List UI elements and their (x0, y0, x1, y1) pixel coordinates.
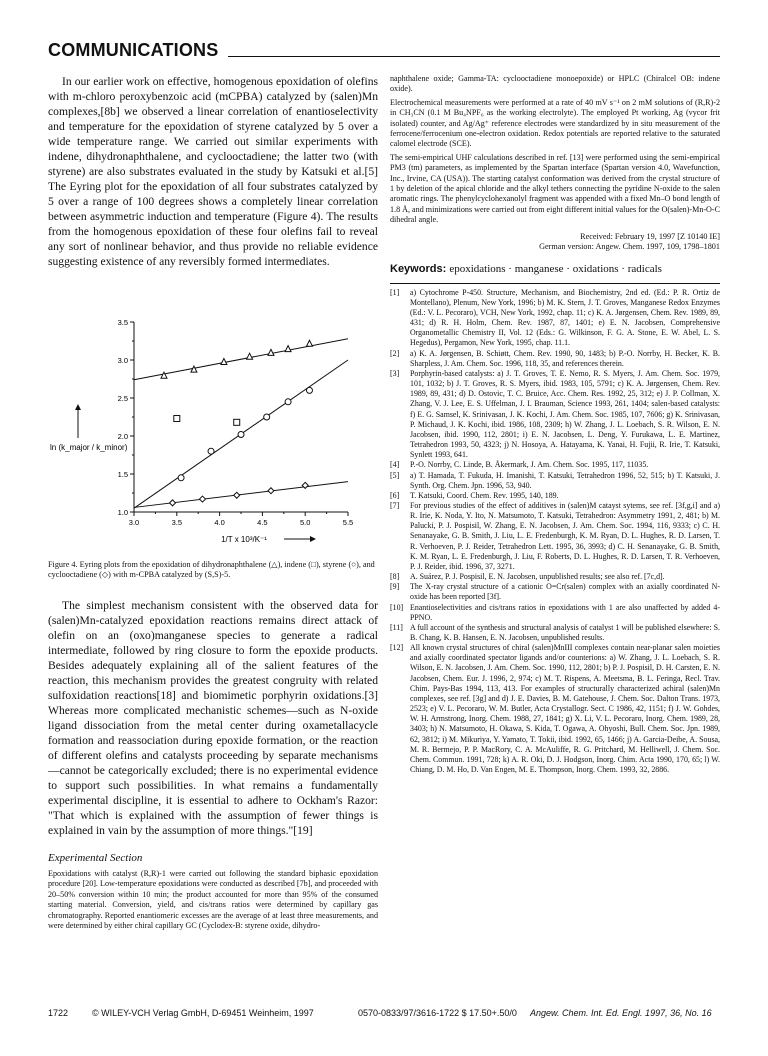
reference-item (390, 471, 720, 491)
reference-number: [9] (390, 582, 400, 592)
reference-number: [7] (390, 500, 400, 510)
right-column (390, 74, 720, 775)
reference-number: [4] (390, 460, 400, 470)
running-header (48, 40, 720, 66)
figure-4 (48, 312, 378, 594)
electrochem-paragraph: Electrochemical measurements were performed at a rate of 40 mV s⁻¹ on 2 mM solutions of (R,R)-2 in CH₃CN (0.1 M Bu₄NPF₆ as the working electrolyte). The employed Pt working, Ag (vycor frit isolated) counter, and Ag/Ag⁺ reference electrodes were standardized by in situ measurement of the ferrocene/ferrocenium one-electron oxidation. Redox potentials are reported relative to the saturated calomel electrode (SCE). (390, 97, 720, 149)
reference-item (390, 460, 720, 470)
reference-text: a) K. A. Jørgensen, B. Schiøtt, Chem. Rev. 1990, 90, 1483; b) P.-O. Norrby, H. Becker, K. B. Sharpless, J. Am. Chem. Soc. 1996, 118, 35, and references therein. (410, 348, 720, 368)
experimental-heading: Experimental Section (48, 852, 143, 864)
reference-text: The X-ray crystal structure of a cationic O=Cr(salen) complex with an axially coordinated N-oxide has been reported [3f]. (410, 582, 720, 602)
article-code: 0570-0833/97/3616-1722 $ 17.50+.50/0 (358, 1008, 517, 1018)
copyright: © WILEY-VCH Verlag GmbH, D-69451 Weinheim, 1997 (92, 1008, 314, 1018)
data-point-circle (178, 475, 184, 481)
references-list (390, 288, 720, 776)
references-rule (390, 283, 720, 284)
y-axis-arrowhead (75, 404, 81, 410)
data-point-triangle (268, 349, 274, 355)
mechanism-paragraph: The simplest mechanism consistent with the observed data for (salen)Mn-catalyzed epoxidation reactions remains direct attack of olefin on an (oxo)manganese species to generate a radical intermediate, followed by ring closure to form the epoxide products. Besides adequately explaining all of the salient features of the reaction, this mechanism provides the greatest congruity with related sulfoxidation reactions[18] and biomimetic porphyrin oxidations.[3] Whereas more complicated mechanistic schemes—such as N-oxide ligand dissociation from the metal center during oxametallacycle formation and reassociation during epoxide formation, or the reaction of different olefins and catalysts proceeding by separate mechanisms—cannot be categorically excluded; there is no experimental evidence to support such possibilities. In what remains a fundamentally experimental discipline, it is essential to adhere to Ockham's Razor: "That which is explained with the assumption of fewer things is explained in vain by the assumption of more things."[19] (48, 599, 378, 837)
keywords-line (390, 263, 720, 275)
reference-number: [10] (390, 602, 404, 612)
calculation-paragraph: The semi-empirical UHF calculations described in ref. [13] were performed using the semi-empirical PM3 (tm) parameters, as implemented by the Spartan interface (Spartan version 4.0, Wavefunction, Inc., Irvine, CA (USA)). The starting catalyst conformation was derived from the crystal structure of 1 by deletion of the apical chloride and the alkyl tethers connecting the pyridine N-oxide to the salen aromatic rings. The phenylcyclohexanolyl fragment was appended with a fixed Mn–O bond length of 1.8 Å, and minimizations were carried out from eight different initial values for the O(salen)-Mn-O-C dihedral angle. (390, 152, 720, 225)
reference-number: [1] (390, 287, 400, 297)
reference-number: [8] (390, 572, 400, 582)
reference-number: [12] (390, 643, 404, 653)
x-tick-label: 5.5 (342, 518, 354, 527)
y-tick-label: 3.5 (117, 318, 128, 327)
x-axis-arrowhead (310, 536, 316, 542)
reference-item (390, 491, 720, 501)
reference-text: Porphyrin-based catalysts: a) J. T. Groves, T. E. Nemo, R. S. Myers, J. Am. Chem. Soc. 1979, 101, 1032; b) J. T. Groves, R. S. Myers, ibid. 1983, 105, 5791; c) K. A. Jørgensen, Chem. Rev. 1989, 89, 431; d) D. Ostovic, T. C. Bruice, Acc. Chem. Res. 1992, 25, 312; e) J. P. Collman, X. Zhang, V. J. Lee, E. S. Uffelman, J. I. Brauman, Science 1993, 261, 1404; salen-based catalysts: f) E. G. Samsel, K. Srinivasan, J. K. Kochi, J. Am. Chem. Soc. 1985, 107, 7606; g) K. Srinivasan, P. Michaud, J. K. Kochi, ibid. 1986, 108, 2309; h) W. Zhang, J. L. Loebach, S. R. Wilson, E. N. Jacobsen, ibid. 1990, 112, 2801; i) E. N. Jacobsen, L. Deng, Y. Furukawa, L. E. Martinez, Tetrahedron 1993, 50, 4323; j) N. Hosoya, A. Hatayama, K. Yanai, H. Fujii, R. Irie, T. Katsuki, Synlett 1993, 641. (410, 368, 720, 460)
eyring-plot (48, 312, 378, 594)
data-point-triangle (285, 346, 291, 352)
experimental-continued: naphthalene oxide; Gamma-TA: cyclooctadiene monoepoxide) or HPLC (Chiralcel OB: indene oxide). (390, 74, 720, 94)
data-point-triangle (221, 359, 227, 365)
reference-text: A full account of the synthesis and structural analysis of catalyst 1 will be published elsewhere: S. B. Chang, K. B. Hansen, E. N. Jacobsen, unpublished results. (410, 622, 720, 642)
data-point-circle (306, 387, 312, 393)
reference-item (390, 582, 720, 602)
keywords-label: Keywords: (390, 262, 447, 275)
reference-number: [3] (390, 368, 400, 378)
x-tick-label: 5.0 (299, 518, 311, 527)
reference-item (390, 623, 720, 643)
reference-number: [5] (390, 470, 400, 480)
y-tick-label: 2.5 (117, 394, 128, 403)
journal-citation: Angew. Chem. Int. Ed. Engl. 1997, 36, No. 16 (530, 1008, 712, 1018)
data-point-diamond (234, 492, 240, 498)
data-point-triangle (306, 340, 312, 346)
reference-item (390, 349, 720, 369)
reference-item (390, 643, 720, 775)
reference-text: a) Cytochrome P-450. Structure, Mechanism, and Biochemistry, 2nd ed. (Ed.: P. R. Ortiz de Montellano), Plenum, New York, 1996; b) M. K. Stern, J. T. Groves, Manganese Redox Enzymes (Ed.: V. L. Pecoraro), VCH, New York, 1992, chap. 11; c) K. A. Jørgensen, Chem. Rev. 1989, 89, 431; d) R. H. Holm, Chem. Rev. 1987, 87, 1401; e) E. N. Jacobsen, Comprehensive Organometallic Chemistry II, Vol. 12 (Eds.: G. Wilkinson, F. G. A. Stone, E. W. Abel, L. S. Hegedus), Pergamon, New York, 1995, chap. 11.1. (410, 287, 720, 348)
reference-item (390, 603, 720, 623)
x-tick-label: 3.0 (128, 518, 140, 527)
y-tick-label: 3.0 (117, 356, 128, 365)
reference-number: [6] (390, 490, 400, 500)
x-tick-label: 4.0 (214, 518, 225, 527)
reference-number: [11] (390, 622, 403, 632)
reference-item (390, 572, 720, 582)
data-point-triangle (161, 372, 167, 378)
intro-paragraph: In our earlier work on effective, homogenous epoxidation of olefins with m-chloro peroxybenzoic acid (mCPBA) catalyzed by (salen)Mn complexes,[8b] we observed a linear correlation of enantioselectivity and temperature for the epoxidation of styrene catalyzed by 5 over a wide temperature range. We carried out similar experiments with indene, dihydronaphthalene, and cyclooctadiene; the latter two (with styrene) are also substrates evaluated in the study by Katsuki et al.[5] The Eyring plot for the epoxidation of all four substrates catalyzed by 5 over a range of 100 degrees shows a completely linear correlation between asymmetric induction and temperature (Figure 4). The results from the homogenous epoxidation of these four olefins fail to reveal any sort of nonlinear behavior, and thus provide no reliable evidence suggesting existence of any reversibly formed intermediates. (48, 75, 378, 268)
data-point-circle (208, 448, 214, 454)
data-point-circle (264, 414, 270, 420)
data-point-triangle (247, 353, 253, 359)
reference-text: P.-O. Norrby, C. Linde, B. Åkermark, J. Am. Chem. Soc. 1995, 117, 11035. (410, 460, 649, 470)
left-column-lower (48, 598, 378, 934)
x-tick-label: 4.5 (257, 518, 268, 527)
keywords-list: epoxidations · manganese · oxidations · radicals (449, 262, 662, 275)
reference-number: [2] (390, 348, 400, 358)
page-number: 1722 (48, 1008, 69, 1018)
received-date: Received: February 19, 1997 [Z 10140 IE] (580, 231, 720, 241)
reference-text: A. Suárez, P. J. Pospisil, E. N. Jacobsen, unpublished results; see also ref. [7c,d]. (410, 572, 665, 582)
data-point-circle (285, 399, 291, 405)
data-point-diamond (268, 488, 274, 494)
data-point-square (234, 419, 240, 425)
figure-caption: Figure 4. Eyring plots from the epoxidation of dihydronaphthalene (△), indene (□), styrene (○), and cyclooctadiene (◇) with m-CPBA catalyzed by (S,S)-5. (48, 560, 375, 580)
reference-text: Enantioselectivities and cis/trans ratios in epoxidations with 1 are also unaffected by added 4-PPNO. (410, 602, 720, 622)
reference-item (390, 501, 720, 572)
reference-item (390, 288, 720, 349)
reference-text: All known crystal structures of chiral (salen)MnIII complexes contain near-planar salen moieties and axially coordinated spectator ligands and/or counterions: a) W. Zhang, J. L. Loebach, S. R. Wilson, E. N. Jacobsen, J. Am. Chem. Soc. 1990, 112, 2801; b) P. J. Pospisil, D. H. Carsten, E. N. Jacobsen, Chem. Eur. J. 1996, 2, 974; c) M. T. Rispens, A. Meetsma, B. L. Feringa, Recl. Trav. Chim. Pays-Bas 1994, 113, 413. For examples of structurally characterized achiral (salen)Mn complexes, see ref. [3g] and d) J. E. Davies, B. M. Gatehouse, J. Chem. Soc. Dalton Trans. 1973, 2523; e) V. L. Pecoraro, W. M. Butler, Acta Crystallogr. Sect. C 1986, 42, 1151; f) J. W. Gohdes, W. H. Armstrong, Inorg. Chem. 1988, 27, 1841; g) X. Li, V. L. Pecoraro, Inorg. Chem. 1989, 28, 3403; h) N. Matsumoto, H. Okawa, S. Kida, T. Ogawa, A. Ohyoshi, Bull. Chem. Soc. Jpn. 1989, 62, 3812; i) M. Mikuriya, Y. Yamato, T. Tokii, ibid. 1992, 65, 1466; j) A. Garcia-Deibe, A. Sousa, M. R. Bermejo, P. P. MacRory, C. A. McAuliffe, R. G. Pritchard, M. Helliwell, J. Chem. Soc. Chem. Commun. 1991, 728; k) A. R. Oki, D. J. Hodgson, Inorg. Chim. Acta 1990, 170, 65; l) W. Chiang, D. M. Ho, D. Van Engen, M. E. Thompson, Inorg. Chem. 1993, 32, 2886. (410, 643, 720, 775)
data-point-diamond (170, 500, 176, 506)
reference-item (390, 369, 720, 460)
y-tick-label: 2.0 (117, 432, 128, 441)
y-tick-label: 1.5 (117, 470, 128, 479)
data-point-circle (238, 431, 244, 437)
y-tick-label: 1.0 (117, 508, 128, 517)
left-column (48, 74, 378, 269)
fit-line-triangle (134, 339, 348, 380)
reference-text: For previous studies of the effect of additives in (salen)M catayst sytems, see ref. [3f,g,i] and a) R. Irie, K. Noda, Y. Ito, N. Matsumoto, T. Katsuki, Tetrahedron: Asymmetry 1991, 2, 481; b) M. Palucki, P. J. Pospisil, W. Zhang, E. N. Jacobsen, J. Am. Chem. Soc. 1994, 116, 9333; c) C. H. Senanayake, G. B. Smith, J. Liu, L. E. Fredenburgh, K. M. Ryan, D. L. Hughes, R. D. Larsen, T. R. Verhoeven, P. J. Reider, Tetrahedron Lett. 1995, 36, 3993; d) C. H. Senanayake, G. B. Smith, K. M. Ryan, L. E. Fredenburgh, J. Liu, F. Roberts, D. L. Hughes, R. D. Larsen, T. R. Verhoeven, P. J. Reider, ibid. 1996, 37, 3271. (410, 500, 720, 571)
reference-text: T. Katsuki, Coord. Chem. Rev. 1995, 140, 189. (410, 490, 559, 500)
header-rule (228, 56, 720, 57)
german-version: German version: Angew. Chem. 1997, 109, 1798–1801 (539, 242, 720, 252)
experimental-text: Epoxidations with catalyst (R,R)-1 were carried out following the standard biphasic epoxidation procedure [20]. Low-temperature epoxidations were conducted as described [7b], and proceeded with 20–50% conversion within 10 min; the product accounted for more than 95% of the consumed starting material. Conversion, yield, and cis/trans ratios were determined by capillary gas chromatography. Reported enantiomeric excesses are the average of at least three measurements, and were determined by either chiral capillary GC (Cyclodex-B: styrene oxide, dihydro- (48, 869, 378, 931)
y-axis-label: ln (k_major / k_minor) (50, 443, 128, 452)
reference-text: a) T. Hamada, T. Fukuda, H. Imanishi, T. Katsuki, Tetrahedron 1996, 52, 515; b) T. Katsuki, J. Synth. Org. Chem. Jpn. 1996, 53, 940. (410, 470, 720, 490)
section-title: COMMUNICATIONS (48, 40, 219, 60)
x-axis-label: 1/T x 10³/K⁻¹ (221, 535, 267, 544)
data-point-square (174, 416, 180, 422)
data-point-diamond (199, 496, 205, 502)
x-tick-label: 3.5 (171, 518, 183, 527)
